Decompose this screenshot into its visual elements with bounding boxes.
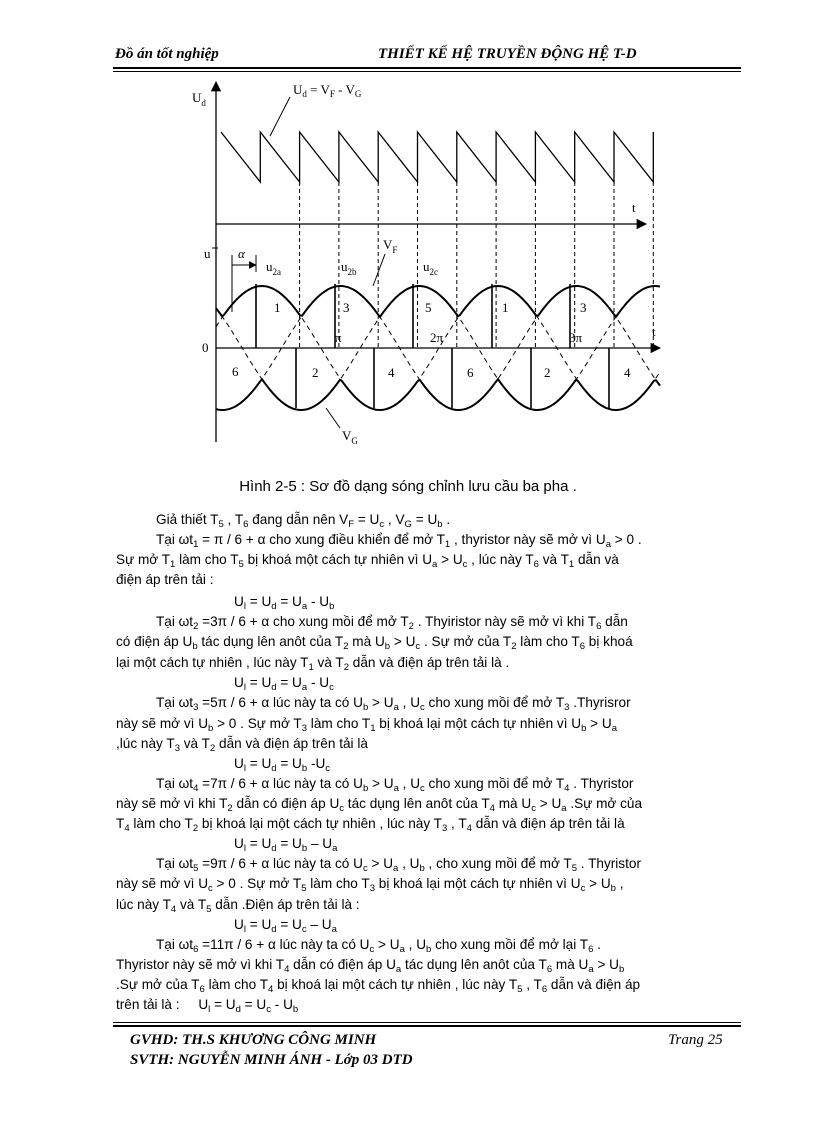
footer-rule [113,1025,741,1027]
vg-envelope [216,379,660,410]
upper-number: 3 [580,300,587,315]
two-pi-label: 2π [430,330,444,345]
header-rule [113,67,741,69]
lower-number: 4 [624,365,631,380]
upper-number: 5 [425,300,432,315]
page-header [115,44,740,66]
waveform-figure [180,72,700,472]
header-right: THIẾT KẾ HỆ TRUYỀN ĐỘNG HỆ T-D [378,46,637,62]
lower-number: 2 [312,365,319,380]
upper-number: 1 [502,300,509,315]
lower-number: 6 [232,364,239,379]
figure-caption: Hình 2-5 : Sơ đồ dạng sóng chỉnh lưu cầu ba pha . [239,478,577,495]
footer-svth: SVTH: NGUYỄN MINH ÁNH - Lớp 03 DTD [130,1052,413,1068]
ud-equation: $U_d = V_F - V_G$ [293,82,362,99]
three-pi-label: 3π [569,330,583,345]
u-axis-label: u [204,246,211,261]
vf-label: $V_F$ [383,237,398,255]
ud-sawtooth [221,132,653,182]
t-label-bottom: t [652,324,656,339]
ud-label: $U_d$ [192,90,206,108]
lower-number: 4 [388,365,395,380]
upper-number: 3 [343,300,350,315]
footer-gvhd: GVHD: TH.S KHƯƠNG CÔNG MINH [130,1032,377,1048]
vf-envelope [216,286,660,317]
footer-rule-thin [113,1022,741,1023]
ud-waveform [221,132,653,182]
u2c-label: $u_{2c}$ [423,259,438,277]
u2a-label: $u_{2a}$ [266,259,281,277]
header-left: Đồ án tốt nghiệp [115,46,219,62]
lower-number: 6 [467,365,474,380]
origin-label: 0 [202,340,209,355]
pi-label: π [335,330,342,345]
alpha-label: α [238,246,245,261]
u2b-label: $u_{2b}$ [341,259,357,277]
t-label-top: t [632,200,636,215]
vg-label: $V_G$ [342,428,358,446]
page-number: Trang 25 [668,1032,723,1048]
phase-waveforms [216,284,660,410]
upper-number: 1 [274,300,281,315]
lower-number: 2 [544,365,551,380]
divider-dashes [300,182,654,348]
